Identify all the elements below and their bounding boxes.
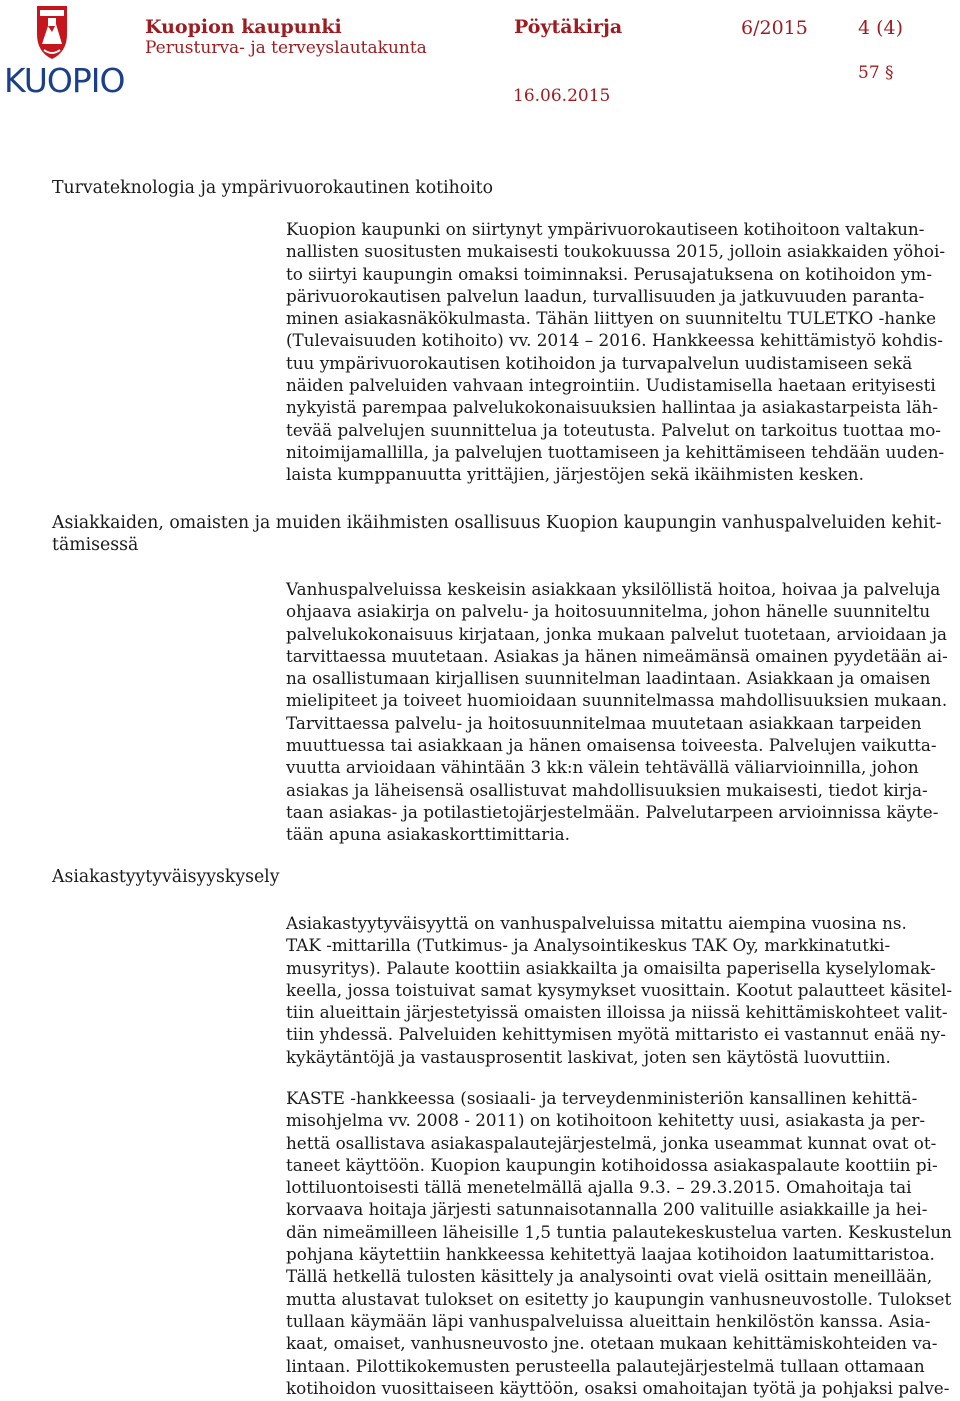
text-line: lintaan. Pilottikokemusten perusteella palautejärjestelmä tullaan ottamaan xyxy=(286,1355,925,1376)
text-line: tullaan käymään läpi vanhuspalveluissa alueittain henkilöstön kanssa. Asia- xyxy=(286,1310,931,1331)
text-line: nallisten suositusten mukaisesti toukokuussa 2015, jolloin asiakkaiden yöhoi- xyxy=(286,241,946,262)
meeting-date: 16.06.2015 xyxy=(513,86,611,106)
text-line: laista kumppanuutta yrittäjien, järjestöjen sekä ikäihmisten kesken. xyxy=(286,464,864,485)
text-line: palvelukokonaisuus kirjataan, jonka mukaan palvelut tuotetaan, arvioidaan ja xyxy=(286,623,948,644)
text-line: Kuopion kaupunki on siirtynyt ympärivuorokautiseen kotihoitoon valtakun- xyxy=(286,219,925,239)
text-line: (Tulevaisuuden kotihoito) vv. 2014 – 2016. Hankkeessa kehittämistyö kohdis- xyxy=(286,330,943,351)
text-line: musyritys). Palaute koottiin asiakkailta ja omaisilta paperisella kyselylomak- xyxy=(286,957,936,978)
paragraph-kaste-hanke xyxy=(286,1087,952,1399)
text-line: hettä osallistava asiakaspalautejärjestelmä, jonka useammat kunnat ovat ot- xyxy=(286,1132,937,1153)
text-line: Tällä hetkellä tulosten käsittely ja analysointi ovat vielä osittain meneillään, xyxy=(286,1266,933,1287)
text-line: na osallistumaan kirjallisen suunnitelman laadintaan. Asiakkaan ja omaisen xyxy=(286,668,931,689)
text-line: kykäytäntöjä ja vastausprosentit laskivat, joten sen käytöstä luovuttiin. xyxy=(286,1046,891,1067)
text-line: pärivuorokautisen palvelun laadun, turvallisuuden ja jatkuvuuden paranta- xyxy=(286,285,925,306)
paragraph-tak-mittari xyxy=(286,912,952,1068)
text-line: dän nimeämilleen läheisille 1,5 tuntia palautekeskustelua varten. Keskustelun xyxy=(286,1221,952,1242)
section-heading-asiakastyytyvaisyys: Asiakastyytyväisyyskysely xyxy=(52,867,280,887)
text-line: to siirtyi kaupungin omaksi toiminnaksi. Perusajatuksena on kotihoidon ym- xyxy=(286,263,932,284)
section-heading-osallisuus xyxy=(52,512,942,557)
text-line: KASTE -hankkeessa (sosiaali- ja terveydenministeriön kansallinen kehittä- xyxy=(286,1088,918,1108)
text-line: minen asiakasnäkökulmasta. Tähän liittyen on suunniteltu TULETKO -hanke xyxy=(286,308,936,329)
doc-type: Pöytäkirja xyxy=(514,16,623,38)
text-line: asiakas ja läheisensä osallistuvat mahdollisuuksien mukaisesti, tiedot kirja- xyxy=(286,779,928,800)
heading-line: tämisessä xyxy=(52,535,139,556)
text-line: kaat, omaiset, vanhusneuvosto jne. otetaan mukaan kehittämiskohteiden va- xyxy=(286,1333,938,1354)
text-line: taneet käyttöön. Kuopion kaupungin kotihoidossa asiakaspalaute koottiin pi- xyxy=(286,1154,938,1175)
paragraph-vanhuspalvelut xyxy=(286,578,948,846)
text-line: tiin alueittain järjestetyissä omaisten illoissa ja niissä kehittämiskohteet valit- xyxy=(286,1002,948,1023)
section-number: 57 § xyxy=(858,63,894,83)
heading-line: Asiakkaiden, omaisten ja muiden ikäihmisten osallisuus Kuopion kaupungin vanhuspalveluiden kehit- xyxy=(52,513,942,533)
text-line: muuttuessa tai asiakkaan ja hänen omaisensa toiveesta. Palvelujen vaikutta- xyxy=(286,735,937,756)
text-line: kotihoidon vuosittaiseen käyttöön, osaksi omahoitajan työtä ja pohjaksi palve- xyxy=(286,1377,950,1398)
kuopio-logo xyxy=(4,4,125,100)
text-line: korvaava hoitaja järjesti satunnaisotannalla 200 valituille asiakkaille ja hei- xyxy=(286,1199,928,1220)
text-line: misohjelma vv. 2008 - 2011) on kotihoitoon kehitetty uusi, asiakasta ja per- xyxy=(286,1110,926,1131)
org-name: Kuopion kaupunki xyxy=(145,16,342,38)
text-line: taan asiakas- ja potilastietojärjestelmään. Palvelutarpeen arvioinnissa käyte- xyxy=(286,801,939,822)
text-line: tarvittaessa muutetaan. Asiakas ja hänen nimeämänsä omainen pyydetään ai- xyxy=(286,645,948,666)
page-count: 4 (4) xyxy=(858,17,904,39)
text-line: tevää palvelujen suunnittelua ja toteutusta. Palvelut on tarkoitus tuottaa mo- xyxy=(286,419,941,440)
text-line: mielipiteet ja toiveet huomioidaan suunnitelmassa mahdollisuuksien mukaan. xyxy=(286,690,948,711)
text-line: mutta alustavat tulokset on esitetty jo kaupungin vanhusneuvostolle. Tulokset xyxy=(286,1288,952,1309)
section-heading-turvateknologia: Turvateknologia ja ympärivuorokautinen kotihoito xyxy=(52,178,494,198)
text-line: nykyistä parempaa palvelukokonaisuuksien hallintaa ja asiakastarpeista läh- xyxy=(286,397,939,418)
text-line: ohjaava asiakirja on palvelu- ja hoitosuunnitelma, johon hänelle suunniteltu xyxy=(286,601,931,622)
text-line: tiin yhdessä. Palveluiden kehittymisen myötä mittaristo ei vastannut enää ny- xyxy=(286,1024,946,1045)
text-line: tuu ympärivuorokautisen kotihoidon ja turvapalvelun uudistamiseen sekä xyxy=(286,352,913,373)
text-line: keella, jossa toistuivat samat kysymykset vuosittain. Kootut palautteet käsitel- xyxy=(286,979,952,1000)
text-line: lottiluontoisesti tällä menetelmällä ajalla 9.3. – 29.3.2015. Omahoitaja tai xyxy=(286,1177,912,1198)
text-line: pohjana käytettiin hankkeessa kehitettyä laajaa kotihoidon laatumittaristoa. xyxy=(286,1244,935,1265)
text-line: näiden palveluiden vahvaan integrointiin. Uudistamisella haetaan erityisesti xyxy=(286,375,936,396)
text-line: Asiakastyytyväisyyttä on vanhuspalveluissa mitattu aiempina vuosina ns. xyxy=(286,913,907,933)
coat-of-arms-icon xyxy=(4,4,100,62)
text-line: vuutta arvioidaan vähintään 3 kk:n välein tehtävällä väliarvioinnilla, johon xyxy=(286,757,919,778)
paragraph-turvateknologia xyxy=(286,218,945,486)
text-line: nitoimijamallilla, ja palvelujen tuottamiseen ja kehittämiseen tehdään uuden- xyxy=(286,441,945,462)
text-line: tään apuna asiakaskorttimittaria. xyxy=(286,824,571,845)
text-line: Tarvittaessa palvelu- ja hoitosuunnitelmaa muutetaan asiakkaan tarpeiden xyxy=(286,712,922,733)
text-line: TAK -mittarilla (Tutkimus- ja Analysointikeskus TAK Oy, markkinatutki- xyxy=(286,935,891,956)
doc-number: 6/2015 xyxy=(741,17,808,39)
board-name: Perusturva- ja terveyslautakunta xyxy=(145,38,427,58)
logo-wordmark: KUOPIO xyxy=(4,61,125,100)
text-line: Vanhuspalveluissa keskeisin asiakkaan yksilöllistä hoitoa, hoivaa ja palveluja xyxy=(286,579,941,599)
